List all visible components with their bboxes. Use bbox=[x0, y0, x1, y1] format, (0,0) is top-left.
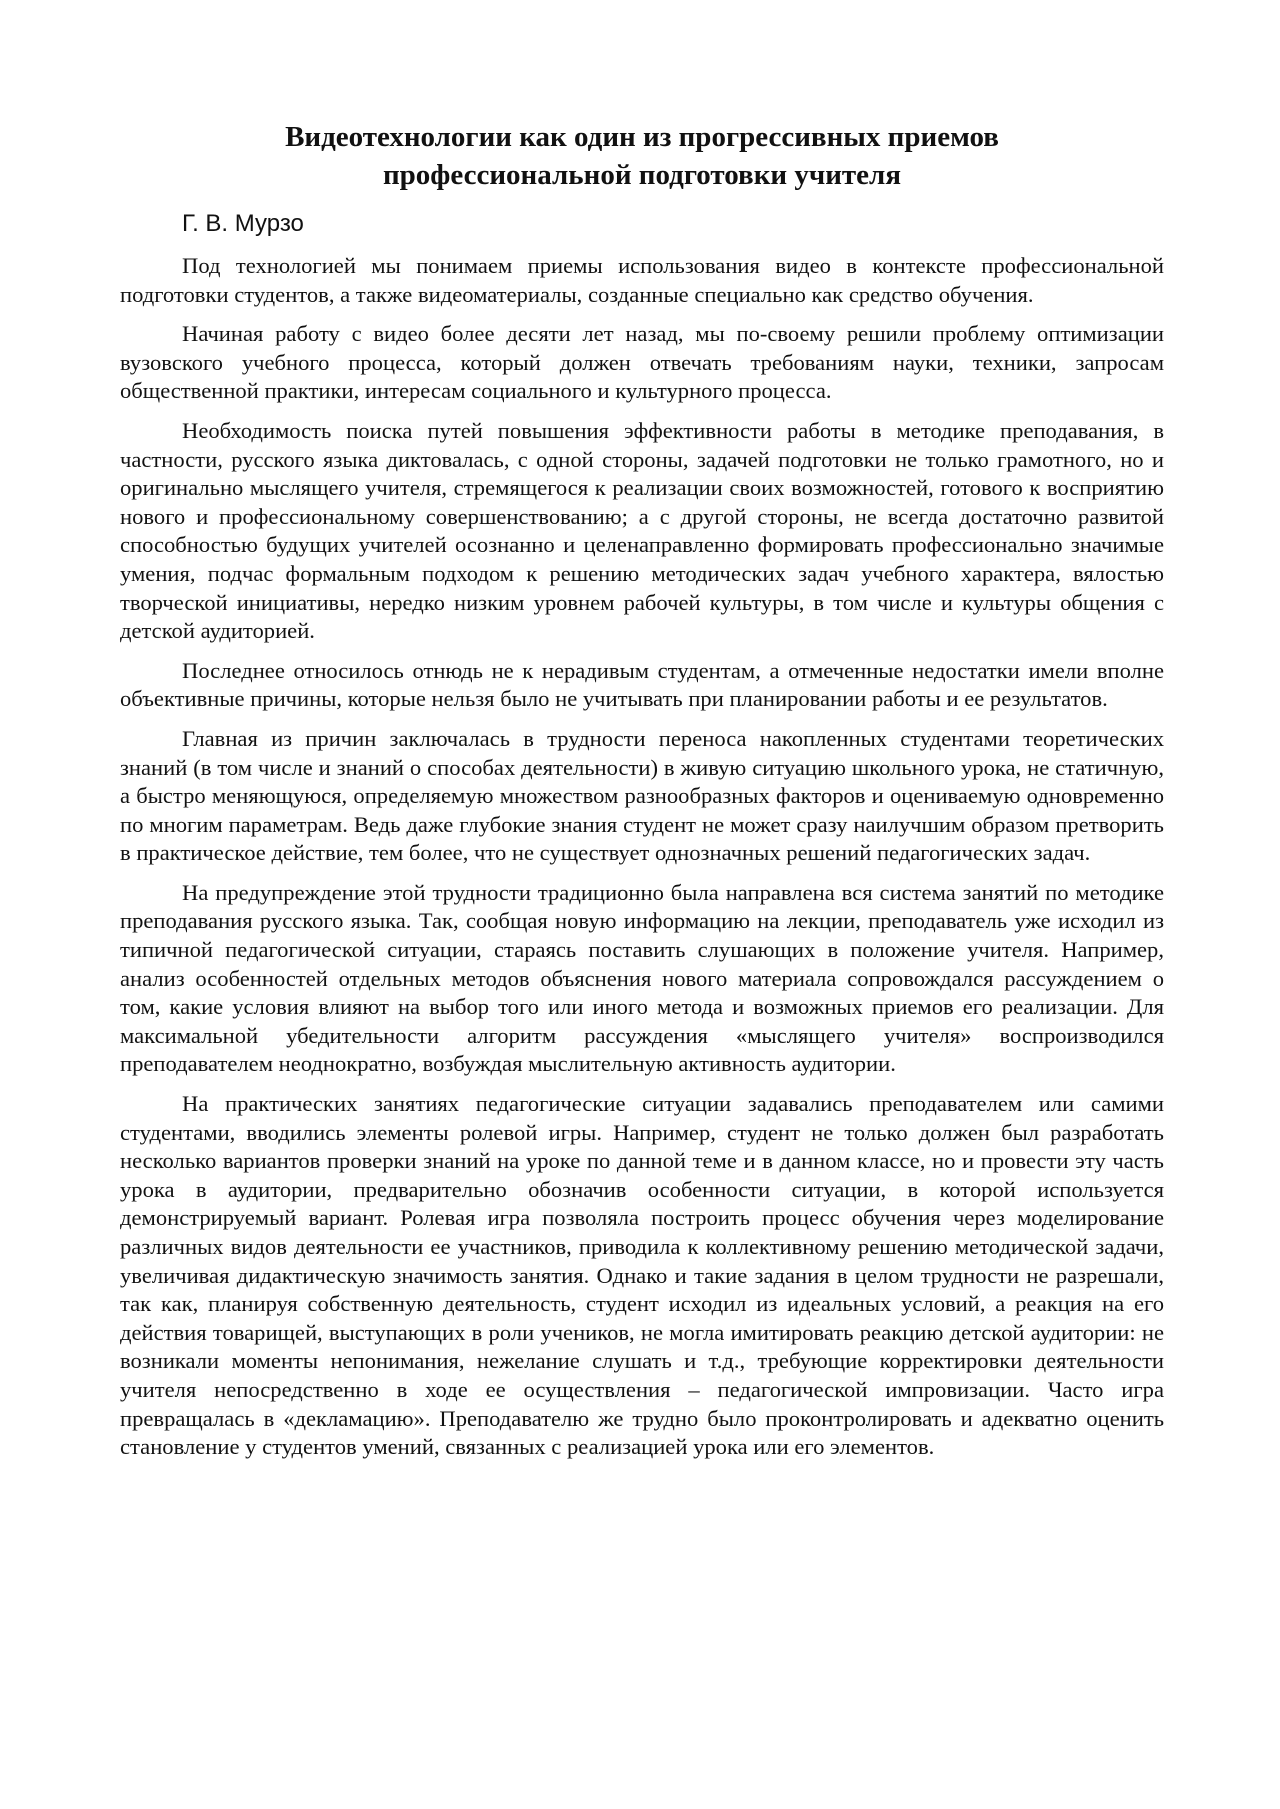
title-line-1: Видеотехнологии как один из прогрессивных приемов bbox=[285, 121, 999, 153]
paragraph-1: Под технологией мы понимаем приемы использования видео в контексте профессиональной подготовки студентов, а также видеоматериалы, созданные специально как средство обучения. bbox=[120, 253, 1164, 307]
document-title bbox=[120, 118, 1164, 194]
paragraph-2: Начиная работу с видео более десяти лет назад, мы по-своему решили проблему оптимизации вузовского учебного процесса, который должен отвечать требованиям науки, техники, запросам общественной практики, интересам социального и культурного процесса. bbox=[120, 321, 1164, 404]
document-page bbox=[120, 118, 1164, 1473]
author-name: Г. В. Мурзо bbox=[182, 210, 304, 237]
paragraph-3: Необходимость поиска путей повышения эффективности работы в методике преподавания, в частности, русского языка диктовалась, с одной стороны, задачей подготовки не только грамотного, но и оригинально мыслящего учителя, стремящегося к реализации своих возможностей, готового к восприятию нового и профессиональному совершенствованию; а с другой стороны, не всегда достаточно развитой способностью будущих учителей осознанно и целенаправленно формировать профессионально значимые умения, подчас формальным подходом к решению методических задач учебного характера, вялостью творческой инициативы, нередко низким уровнем рабочей культуры, в том числе и культуры общения с детской аудиторией. bbox=[120, 417, 1164, 644]
paragraph-7: На практических занятиях педагогические ситуации задавались преподавателем или самими студентами, вводились элементы ролевой игры. Например, студент не только должен был разработать несколько вариантов проверки знаний на уроке по данной теме и в данном классе, но и провести эту часть урока в аудитории, предварительно обозначив особенности ситуации, в которой используется демонстрируемый вариант. Ролевая игра позволяла построить процесс обучения через моделирование различных видов деятельности ее участников, приводила к коллективному решению методической задачи, увеличивая дидактическую значимость занятия. Однако и такие задания в целом трудности не разрешали, так как, планируя собственную деятельность, студент исходил из идеальных условий, а реакция на его действия товарищей, выступающих в роли учеников, не могла имитировать реакцию детской аудитории: не возникали моменты непонимания, нежелание слушать и т.д., требующие корректировки деятельности учителя непосредственно в ходе ее осуществления – педагогической импровизации. Часто игра превращалась в «декламацию». Преподавателю же трудно было проконтролировать и адекватно оценить становление у студентов умений, связанных с реализацией урока или его элементов. bbox=[120, 1091, 1164, 1460]
paragraph-6: На предупреждение этой трудности традиционно была направлена вся система занятий по методике преподавания русского языка. Так, сообщая новую информацию на лекции, преподаватель уже исходил из типичной педагогической ситуации, стараясь поставить слушающих в положение учителя. Например, анализ особенностей отдельных методов объяснения нового материала сопровождался рассуждением о том, какие условия влияют на выбор того или иного метода и возможных приемов его реализации. Для максимальной убедительности алгоритм рассуждения «мыслящего учителя» воспроизводился преподавателем неоднократно, возбуждая мыслительную активность аудитории. bbox=[120, 879, 1164, 1077]
paragraph-5: Главная из причин заключалась в трудности переноса накопленных студентами теоретических знаний (в том числе и знаний о способах деятельности) в живую ситуацию школьного урока, не статичную, а быстро меняющуюся, определяемую множеством разнообразных факторов и оцениваемую одновременно по многим параметрам. Ведь даже глубокие знания студент не может сразу наилучшим образом претворить в практическое действие, тем более, что не существует однозначных решений педагогических задач. bbox=[120, 725, 1164, 866]
paragraph-4: Последнее относилось отнюдь не к нерадивым студентам, а отмеченные недостатки имели вполне объективные причины, которые нельзя было не учитывать при планировании работы и ее результатов. bbox=[120, 657, 1164, 712]
title-line-2: профессиональной подготовки учителя bbox=[382, 159, 902, 191]
